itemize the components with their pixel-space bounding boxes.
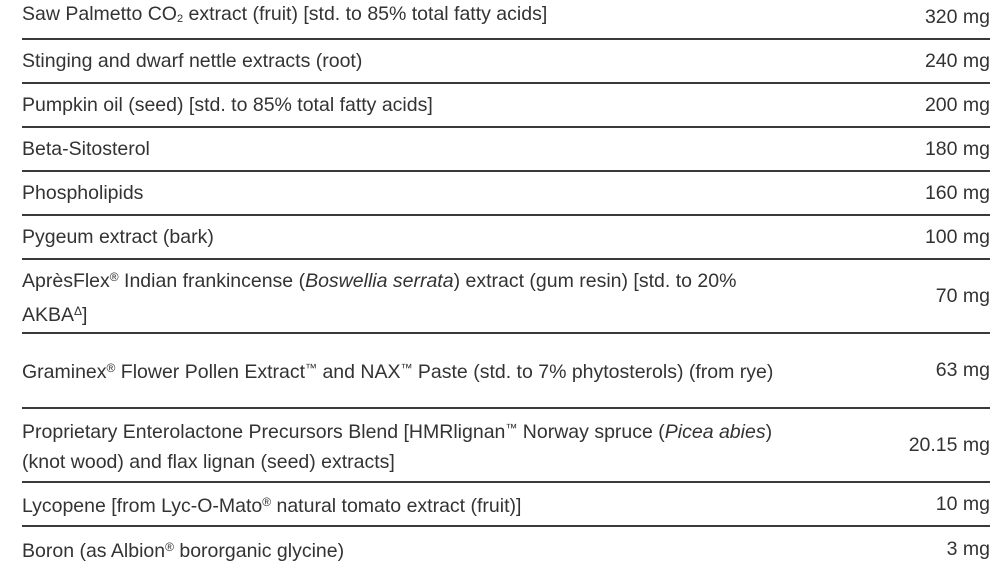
table-row xyxy=(22,40,990,84)
table-row xyxy=(22,0,990,40)
ingredient-name: Stinging and dwarf nettle extracts (root) xyxy=(22,49,363,72)
ingredient-name: Saw Palmetto $CO_2$ extract (fruit) [std. to 85% total fatty acids] xyxy=(22,3,548,26)
table-row xyxy=(22,527,990,571)
ingredient-name: Proprietary Enterolactone Precursors Blend [HMRlignan™ Norway spruce (Picea abies) (knot wood) and flax lignan (seed) extracts] xyxy=(22,420,773,473)
table-row xyxy=(22,172,990,216)
ingredient-name: Pumpkin oil (seed) [std. to 85% total fatty acids] xyxy=(22,93,433,116)
table-row xyxy=(22,260,990,334)
ingredient-amount: 100 mg xyxy=(924,225,990,248)
ingredient-name: Lycopene [from Lyc-O-Mato® natural tomato extract (fruit)] xyxy=(22,494,522,517)
ingredient-amount: 320 mg xyxy=(924,5,990,28)
table-row xyxy=(22,128,990,172)
ingredient-amount: 10 mg xyxy=(935,492,990,515)
ingredient-amount: 70 mg xyxy=(935,284,990,307)
ingredient-amount: 3 mg xyxy=(946,537,990,560)
table-row xyxy=(22,409,990,483)
ingredient-name: Beta-Sitosterol xyxy=(22,137,150,160)
table-row xyxy=(22,216,990,260)
ingredient-name: AprèsFlex® Indian frankincense (Boswellia serrata) extract (gum resin) [std. to 20% $AKBA^\Delta$] xyxy=(22,269,737,326)
ingredient-amount: 240 mg xyxy=(924,49,990,72)
ingredient-amount: 20.15 mg xyxy=(908,433,990,456)
ingredient-name: Pygeum extract (bark) xyxy=(22,225,214,248)
table-row xyxy=(22,84,990,128)
ingredient-amount: 180 mg xyxy=(924,137,990,160)
ingredient-name: Boron (as Albion® bororganic glycine) xyxy=(22,539,345,562)
ingredient-name: Graminex® Flower Pollen Extract™ and NAX™ Paste (std. to 7% phytosterols) (from rye) xyxy=(22,361,774,384)
ingredient-amount: 63 mg xyxy=(935,359,990,382)
ingredient-name: Phospholipids xyxy=(22,181,144,204)
supplement-facts-table xyxy=(22,0,990,571)
ingredient-amount: 200 mg xyxy=(924,93,990,116)
table-row xyxy=(22,483,990,527)
ingredient-amount: 160 mg xyxy=(924,181,990,204)
table-row xyxy=(22,334,990,409)
